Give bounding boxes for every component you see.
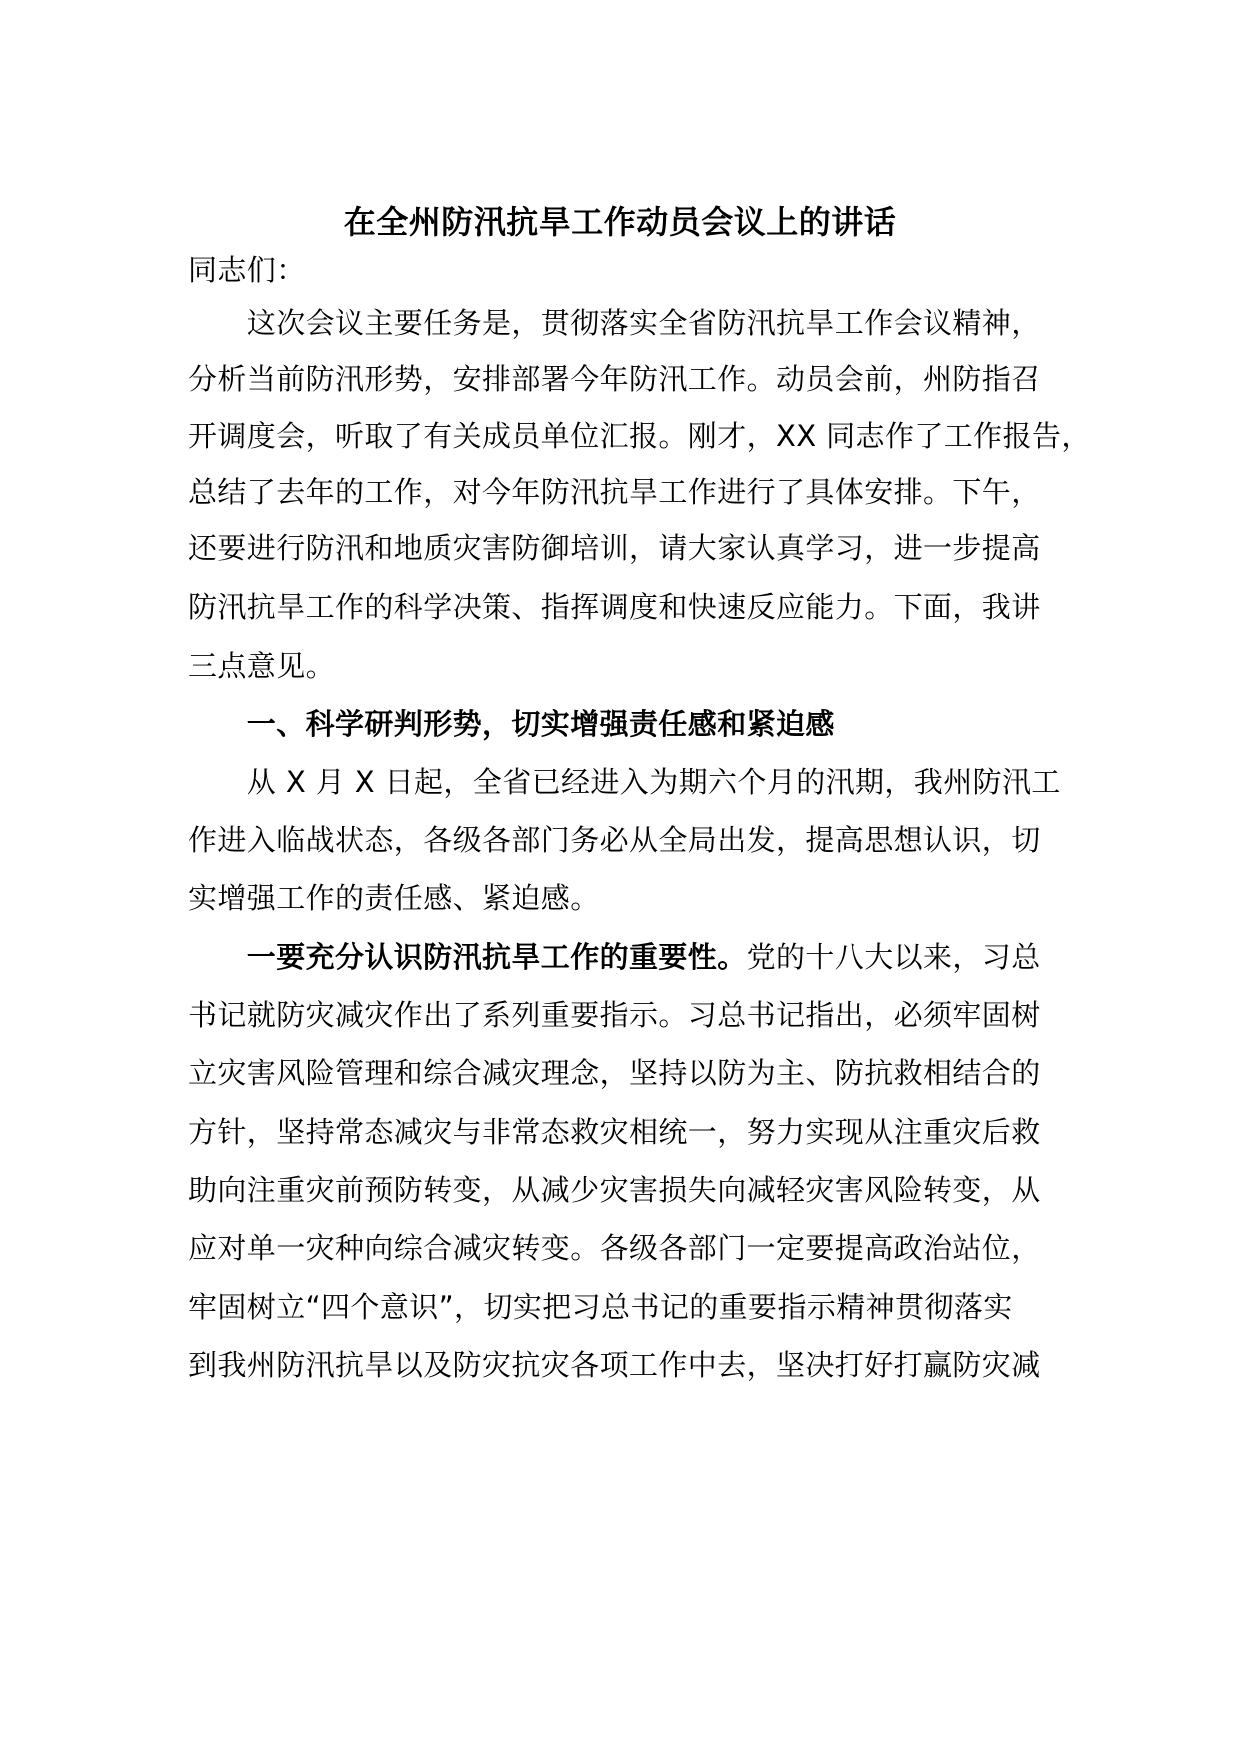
salutation: 同志们：	[188, 253, 306, 287]
body-line	[188, 931, 1041, 983]
document-title: 在全州防汛抗旱工作动员会议上的讲话	[343, 203, 897, 241]
body-line: 还要进行防汛和地质灾害防御培训，请大家认真学习，进一步提高	[188, 531, 1041, 565]
body-line: 书记就防灾减灾作出了系列重要指示。习总书记指出，必须牢固树	[188, 998, 1041, 1032]
body-line: 助向注重灾前预防转变，从减少灾害损失向减轻灾害风险转变，从	[188, 1173, 1041, 1207]
body-line: 实增强工作的责任感、紧迫感。	[188, 881, 600, 915]
body-line: 分析当前防汛形势，安排部署今年防汛工作。动员会前，州防指召	[188, 362, 1041, 396]
body-line: 作进入临战状态，各级各部门务必从全局出发，提高思想认识，切	[188, 823, 1041, 857]
subheading-inline: 一要充分认识防汛抗旱工作的重要性。	[188, 940, 747, 974]
body-line: 从 X 月 X 日起，全省已经进入为期六个月的汛期，我州防汛工	[188, 765, 1061, 799]
body-line: 这次会议主要任务是，贯彻落实全省防汛抗旱工作会议精神，	[188, 306, 1041, 340]
body-line: 应对单一灾种向综合减灾转变。各级各部门一定要提高政治站位，	[188, 1231, 1041, 1265]
body-line: 三点意见。	[188, 649, 336, 683]
body-line: 到我州防汛抗旱以及防灾抗灾各项工作中去，坚决打好打赢防灾减	[188, 1348, 1041, 1382]
body-text-inline: 党的十八大以来，习总	[746, 940, 1041, 974]
body-line: 牢固树立“四个意识”，切实把习总书记的重要指示精神贯彻落实	[188, 1290, 1013, 1324]
body-line: 方针，坚持常态减灾与非常态救灾相统一，努力实现从注重灾后救	[188, 1115, 1041, 1149]
body-line: 立灾害风险管理和综合减灾理念，坚持以防为主、防抗救相结合的	[188, 1056, 1041, 1090]
section-heading: 一、科学研判形势，切实增强责任感和紧迫感	[188, 707, 835, 741]
body-line: 总结了去年的工作，对今年防汛抗旱工作进行了具体安排。下午，	[188, 475, 1041, 509]
body-line: 开调度会，听取了有关成员单位汇报。刚才，XX 同志作了工作报告，	[188, 419, 1091, 453]
body-line: 防汛抗旱工作的科学决策、指挥调度和快速反应能力。下面，我讲	[188, 590, 1041, 624]
